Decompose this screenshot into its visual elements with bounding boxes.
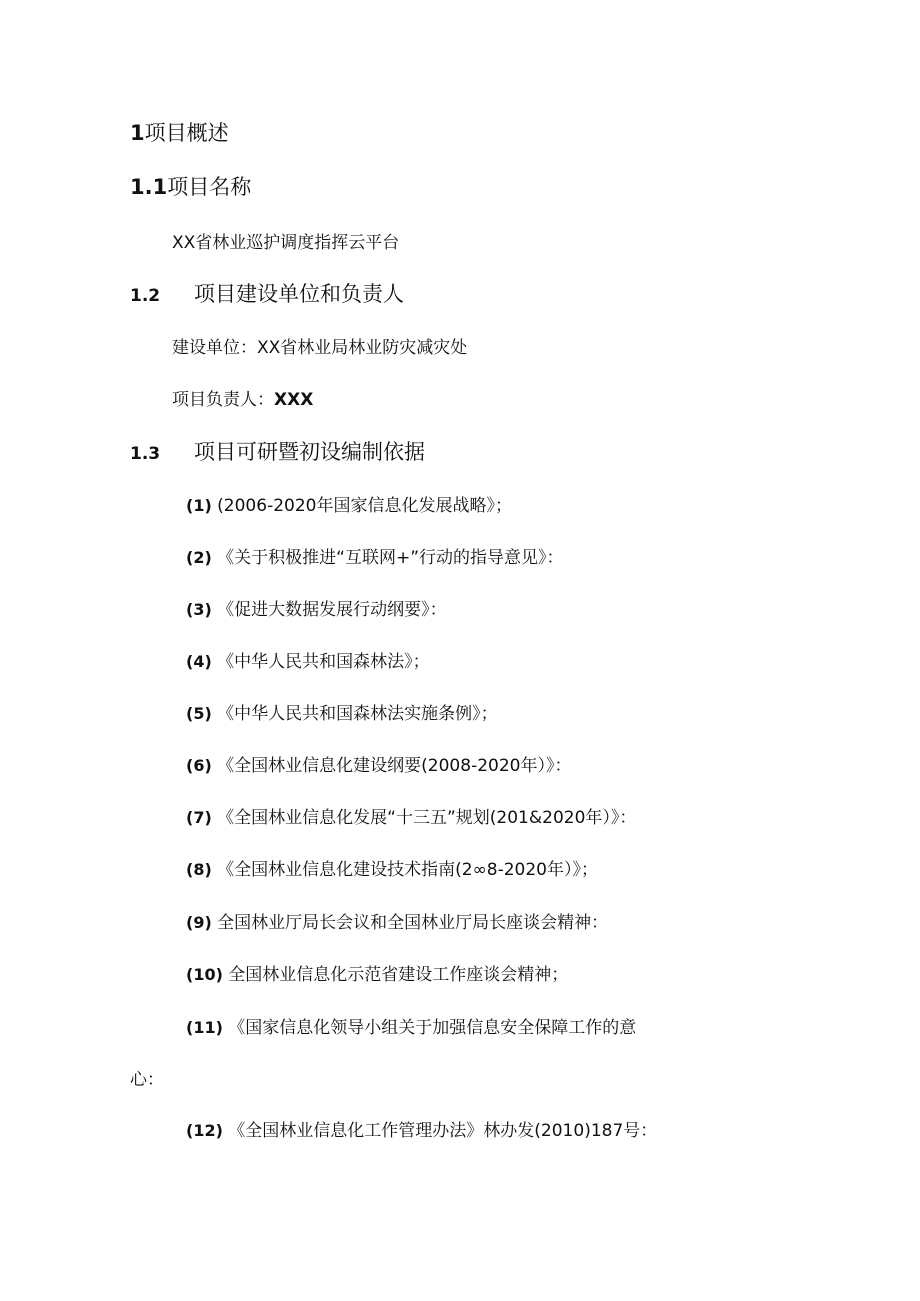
- basis-item-text: 《全国林业信息化建设纲要(2008-2020年）》：: [217, 756, 572, 776]
- heading-1-3-title: 项目可研暨初设编制依据: [194, 440, 425, 464]
- basis-item-number: (1): [186, 496, 212, 515]
- heading-1-title: 项目概述: [144, 121, 229, 145]
- basis-item-text: 《中华人民共和国森林法》；: [217, 652, 430, 672]
- basis-item-number: (3): [186, 600, 212, 619]
- basis-item-2: [186, 543, 564, 568]
- basis-item-5: [186, 699, 498, 724]
- basis-item-text: 《全国林业信息化发展“十三五”规划(201&2020年）》：: [217, 808, 637, 828]
- basis-item-number: (12): [186, 1121, 223, 1140]
- basis-item-6: [186, 751, 571, 776]
- heading-1-1-number: 1.1: [130, 175, 168, 199]
- basis-item-number: (2): [186, 548, 212, 567]
- basis-item-4: [186, 647, 430, 672]
- basis-item-11-continuation: 心：: [130, 1070, 164, 1090]
- basis-item-1: [186, 491, 512, 516]
- basis-item-11: [186, 1013, 636, 1038]
- heading-1-1: [130, 171, 251, 201]
- construction-unit-value: XX省林业局林业防灾减灾处: [257, 338, 468, 358]
- basis-item-3: [186, 595, 447, 620]
- basis-item-text: 全国林业厅局长会议和全国林业厅局长座谈会精神：: [217, 913, 609, 933]
- basis-item-text: 全国林业信息化示范省建设工作座谈会精神；: [228, 965, 569, 985]
- basis-item-text: 《中华人民共和国森林法实施条例》；: [217, 704, 498, 724]
- basis-item-12: [186, 1116, 657, 1141]
- basis-item-9: [186, 908, 608, 933]
- basis-item-text: (2006-2020年国家信息化发展战略》；: [217, 496, 512, 516]
- basis-item-number: (9): [186, 913, 212, 932]
- project-lead: [172, 385, 313, 410]
- construction-unit: [172, 333, 467, 358]
- heading-1: [130, 117, 229, 147]
- basis-item-7: [186, 803, 636, 828]
- basis-item-text: 《国家信息化领导小组关于加强信息安全保障工作的意: [228, 1018, 637, 1038]
- basis-item-8: [186, 855, 598, 880]
- heading-1-3: [130, 436, 425, 466]
- heading-1-3-number: 1.3: [130, 444, 161, 464]
- heading-1-2-number: 1.2: [130, 286, 161, 306]
- basis-item-number: (6): [186, 756, 212, 775]
- project-lead-value: XXX: [274, 390, 314, 410]
- basis-item-number: (4): [186, 652, 212, 671]
- basis-item-number: (5): [186, 704, 212, 723]
- heading-1-2: [130, 278, 404, 308]
- heading-1-number: 1: [130, 121, 145, 145]
- project-name: XX省林业巡护调度指挥云平台: [172, 233, 400, 253]
- basis-item-number: (11): [186, 1018, 223, 1037]
- heading-1-2-title: 项目建设单位和负责人: [194, 282, 404, 306]
- basis-item-text: 《关于积极推进“互联网+”行动的指导意见》：: [217, 548, 564, 568]
- basis-item-text: 《全国林业信息化建设技术指南(2∞8-2020年）》；: [217, 860, 598, 880]
- basis-item-number: (7): [186, 808, 212, 827]
- basis-item-number: (8): [186, 860, 212, 879]
- basis-item-text: 《全国林业信息化工作管理办法》林办发(2010)187号：: [228, 1121, 658, 1141]
- project-lead-label: 项目负责人：: [172, 390, 274, 410]
- basis-item-number: (10): [186, 965, 223, 984]
- construction-unit-label: 建设单位：: [172, 338, 257, 358]
- heading-1-1-title: 项目名称: [167, 175, 252, 199]
- basis-item-10: [186, 960, 568, 985]
- basis-item-text: 《促进大数据发展行动纲要》：: [217, 600, 447, 620]
